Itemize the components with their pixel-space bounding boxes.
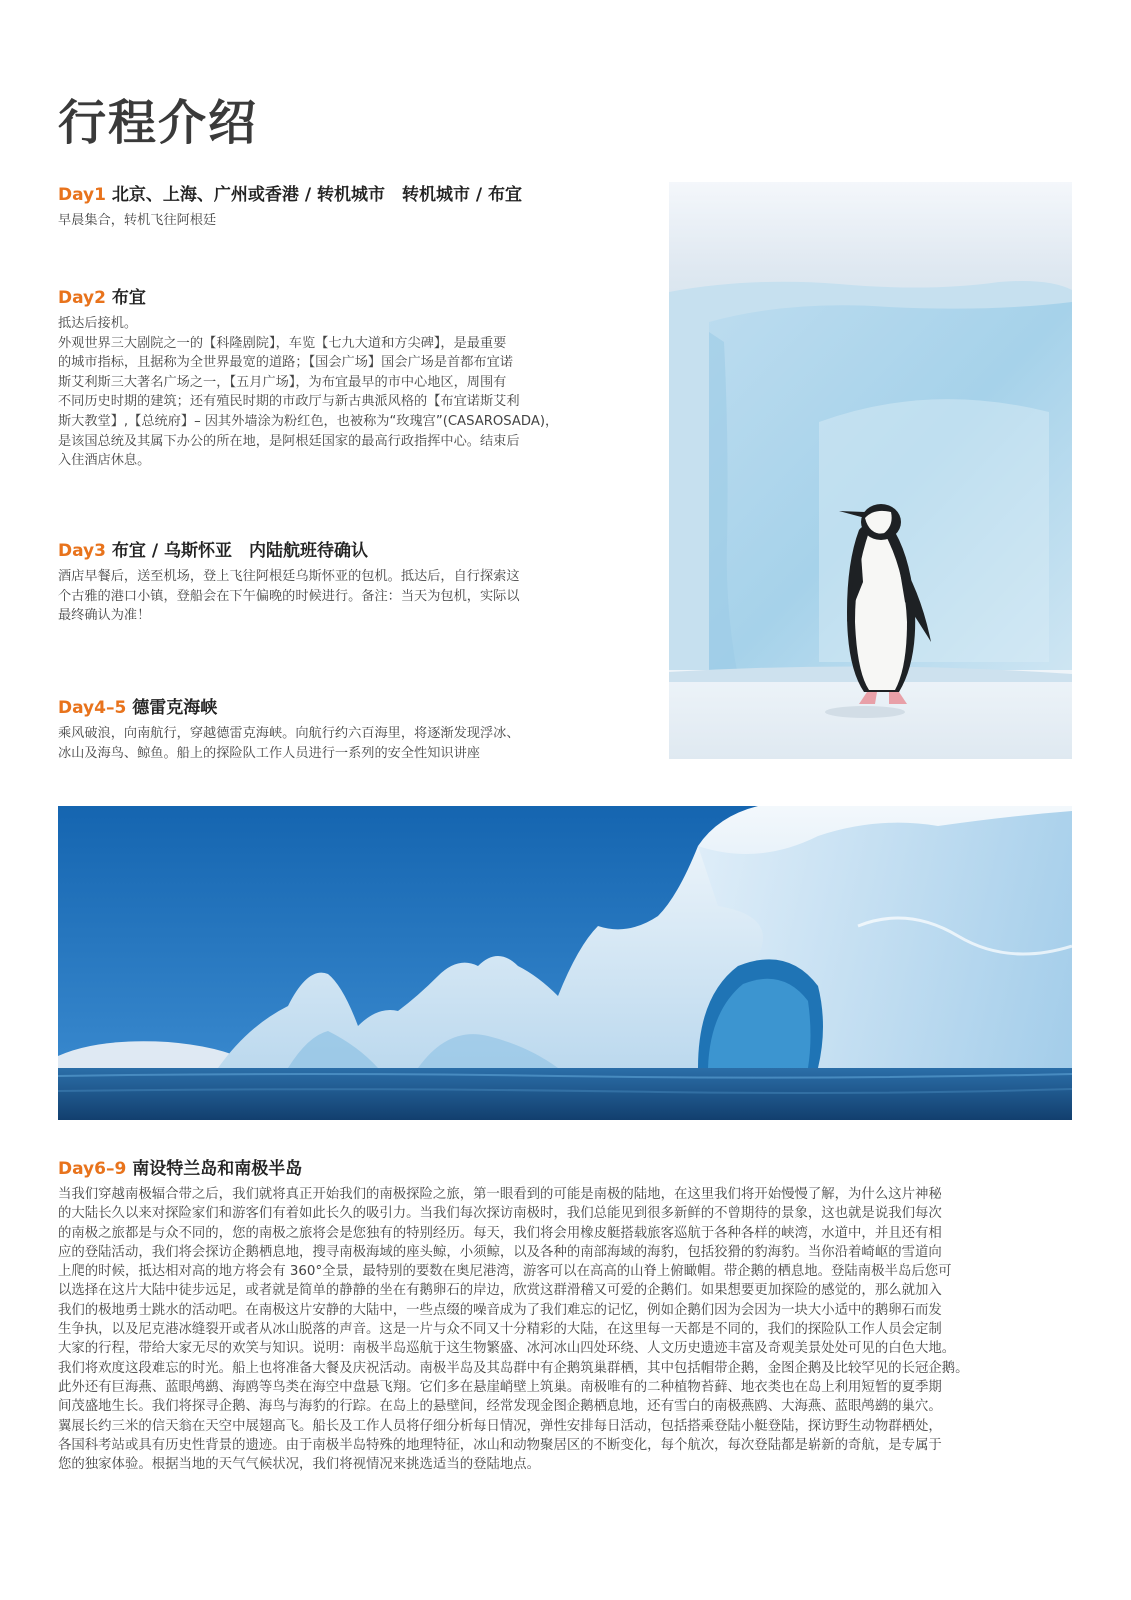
itinerary-day2: [58, 283, 598, 471]
day-description: 早晨集合，转机飞往阿根廷: [58, 213, 217, 228]
day-title: 南设特兰岛和南极半岛: [132, 1159, 303, 1179]
iceberg-photo: [58, 806, 1072, 1120]
day-title: 北京、上海、广州或香港 / 转机城市 转机城市 / 布宜: [111, 185, 522, 205]
day-description: 酒店早餐后，送至机场，登上飞往阿根廷乌斯怀亚的包机。抵达后，自行探索这 个古雅的港口小镇，登船会在下午偏晚的时候进行。备注：当天为包机，实际以 最终确认为准！: [58, 569, 520, 624]
day-label: Day1: [58, 185, 106, 205]
day-description: 乘风破浪，向南航行，穿越德雷克海峡。向航行约六百海里，将逐渐发现浮冰、 冰山及海鸟、鲸鱼。船上的探险队工作人员进行一系列的安全性知识讲座: [58, 726, 520, 761]
itinerary-day4-5: [58, 693, 598, 763]
day-heading: [58, 180, 598, 205]
itinerary-day3: [58, 536, 598, 626]
day-label: Day6–9: [58, 1159, 127, 1179]
day-description: 抵达后接机。 外观世界三大剧院之一的【科隆剧院】，车览【七九大道和方尖碑】，是最重要 的城市指标，且据称为全世界最宽的道路；【国会广场】国会广场是首都布宜诺 斯艾利斯三大著名广场之一，【五月广场】，为布宜最早的市中心地区，周围有 不同历史时期的建筑；还有殖民时期的市政厅与新古典派风格的【布宜诺斯艾利 斯大教堂】,【总统府】– 因其外墙涂为粉红色，也被称为“玫瑰宫”(CASAROSADA)， 是该国总统及其属下办公的所在地，是阿根廷国家的最高行政指挥中心。结束后 入住酒店休息。: [58, 316, 559, 469]
day-description: 当我们穿越南极辐合带之后，我们就将真正开始我们的南极探险之旅，第一眼看到的可能是南极的陆地，在这里我们将开始慢慢了解，为什么这片神秘 的大陆长久以来对探险家们和游客们有着如此长久的吸引力。当我们每次探访南极时，我们总能见到很多新鲜的不曾期待的景象，这也就是说我们每次 的南极之旅都是与众不同的，您的南极之旅将会是您独有的特别经历。每天，我们将会用橡皮艇搭载旅客巡航于各种各样的峡湾，水道中，并且还有相 应的登陆活动，我们将会探访企鹅栖息地，搜寻南极海域的座头鲸，小须鲸，以及各种的南部海域的海豹，包括狡猾的豹海豹。当你沿着崎岖的雪道向 上爬的时候，抵达相对高的地方将会有 360°全景，最特别的要数在奥尼港湾，游客可以在高高的山脊上俯瞰帽。带企鹅的栖息地。登陆南极半岛后您可 以选择在这片大陆中徒步远足，或者就是简单的静静的坐在有鹅卵石的岸边，欣赏这群滑稽又可爱的企鹅们。如果想要更加探险的感觉的，那么就加入 我们的极地勇士跳水的活动吧。在南极这片安静的大陆中，一些点缀的噪音成为了我们难忘的记忆，例如企鹅们因为会因为一块大小适中的鹅卵石而发 生争执，以及尼克港冰缝裂开或者从冰山脱落的声音。这是一片与众不同又十分精彩的大陆，在这里每一天都是不同的，我们的探险队工作人员会定制 大家的行程，带给大家无尽的欢笑与知识。说明：南极半岛巡航于这生物繁盛、冰河冰山四处环绕、人文历史遗迹丰富及奇观美景处处可见的白色大地。 我们将欢度这段难忘的时光。船上也将准备大餐及庆祝活动。南极半岛及其岛群中有企鹅筑巢群栖，其中包括帽带企鹅，金图企鹅及比较罕见的长冠企鹅。 此外还有巨海燕、蓝眼鸬鹚、海鸥等鸟类在海空中盘悬飞翔。它们多在悬崖峭壁上筑巢。南极唯有的二种植物苔藓、地衣类也在岛上利用短暂的夏季期 间茂盛地生长。我们将探寻企鹅、海鸟与海豹的行踪。在岛上的悬壁间，经常发现金图企鹅栖息地，还有雪白的南极燕鸥、大海燕、蓝眼鸬鹚的巢穴。 翼展长约三米的信天翁在天空中展翅高飞。船长及工作人员将仔细分析每日情况，弹性安排每日活动，包括搭乘登陆小艇登陆，探访野生动物群栖处， 各国科考站或具有历史性背景的遗迹。由于南极半岛特殊的地理特征，冰山和动物聚居区的不断变化，每个航次，每次登陆都是崭新的奇航，是专属于 您的独家体验。根据当地的天气气候状况，我们将视情况来挑选适当的登陆地点。: [58, 1187, 969, 1473]
itinerary-day1: [58, 180, 598, 231]
day-label: Day2: [58, 288, 106, 308]
day-label: Day3: [58, 541, 106, 561]
day-heading: [58, 536, 598, 561]
day-label: Day4–5: [58, 698, 127, 718]
day-title: 布宜: [111, 288, 146, 308]
page-title: 行程介绍: [58, 95, 259, 151]
itinerary-day6-9: [58, 1154, 1072, 1474]
day-heading: [58, 693, 598, 718]
day-heading: [58, 1154, 1072, 1179]
day-heading: [58, 283, 598, 308]
day-title: 布宜 / 乌斯怀亚 内陆航班待确认: [111, 541, 368, 561]
penguin-photo: [669, 182, 1072, 759]
day-title: 德雷克海峡: [132, 698, 218, 718]
